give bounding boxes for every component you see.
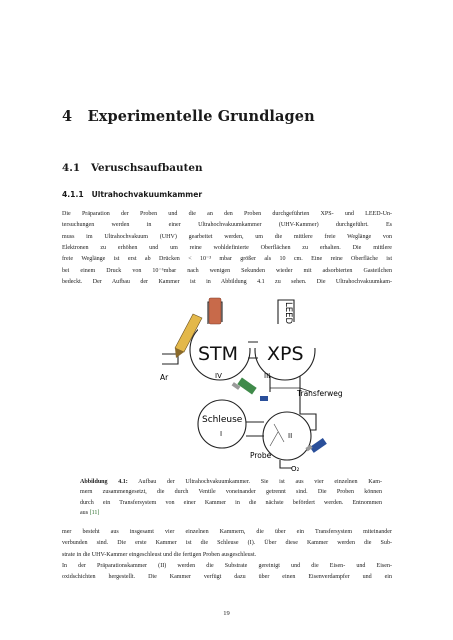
text-line: In der Präparationskammer (II) werden die Substrate gereinigt und die Eisen- und Eisen- bbox=[62, 563, 392, 570]
caption-text: Aufbau der Ultrahochvakuumkammer. Sie ist aus vier einzelnen Kam- bbox=[127, 479, 382, 485]
subsection-number: 4.1.1 bbox=[62, 190, 84, 199]
chapter-title-text: Experimentelle Grundlagen bbox=[87, 108, 315, 125]
text-line: bedeckt. Der Aufbau der Kammer ist in Abbildung 4.1 zu sehen. Die Ultrahochvakuumkam- bbox=[62, 279, 392, 286]
label-xps: XPS bbox=[267, 343, 304, 365]
caption-text: aus bbox=[80, 510, 90, 517]
label-o2: O₂ bbox=[291, 465, 300, 473]
subsection-title-text: Ultrahochvakuumkammer bbox=[91, 190, 203, 199]
caption-line: durch ein Transfersystem von einer Kammer in die nächste befördert werden. Entnommen bbox=[80, 499, 382, 506]
caption-line bbox=[80, 477, 382, 487]
figure-caption bbox=[80, 477, 382, 519]
label-iii: III bbox=[264, 372, 271, 380]
section-number: 4.1 bbox=[62, 162, 81, 174]
uhv-chamber-diagram bbox=[140, 296, 343, 473]
caption-line bbox=[80, 508, 382, 518]
valve-blue-icon bbox=[260, 396, 268, 401]
text-line: bei einem Druck von 10⁻⁶mbar nach wenigen Sekunden wieder mit adsorbierten Gasteilchen bbox=[62, 267, 392, 274]
chapter-number: 4 bbox=[62, 108, 73, 125]
text-line: muss im Ultrahochvakuum (UHV) gearbeitet werden, um die mittlere freie Weglänge von bbox=[62, 233, 392, 240]
label-iv: IV bbox=[215, 372, 222, 380]
paragraph-intro bbox=[62, 209, 392, 288]
text-line: verbunden sind. Die erste Kammer ist die Schleuse (I). Über diese Kammer werden die Sub- bbox=[62, 540, 392, 547]
valve-green-icon bbox=[232, 378, 257, 395]
subsection-title bbox=[62, 190, 202, 199]
label-i: I bbox=[220, 430, 223, 438]
label-stm: STM bbox=[198, 343, 239, 365]
caption-label: Abbildung 4.1: bbox=[80, 479, 128, 485]
figure-uhv-chamber bbox=[140, 296, 343, 476]
label-probe: Probe bbox=[250, 451, 272, 460]
section-title bbox=[62, 162, 203, 174]
caption-line: mern zusammengesetzt, die durch Ventile voneinander getrennt sind. Die Proben können bbox=[80, 489, 382, 496]
citation-link[interactable]: [11] bbox=[89, 510, 100, 517]
text-line: oxidschichten hergestellt. Die Kammer verfügt dazu über einen Eisenverdampfer und ein bbox=[62, 574, 392, 581]
label-schleuse: Schleuse bbox=[202, 415, 243, 425]
text-line: Die Präparation der Proben und die an den Proben durchgeführten XPS- und LEED-Un- bbox=[62, 211, 392, 217]
label-transferweg: Transferweg bbox=[297, 389, 343, 398]
chapter-title bbox=[62, 108, 315, 125]
text-line: Elektronen zu erhöhen und um reine wohldefinierte Oberflächen zu erhalten. Die mittlere bbox=[62, 245, 392, 252]
text-line: tersuchungen werden in einer Ultrahochvakuumkammer (UHV-Kammer) durchgeführt. Es bbox=[62, 222, 392, 229]
text-line: strate in die UHV-Kammer eingeschleust und die fertigen Proben ausgeschleust. bbox=[62, 551, 257, 558]
text-line: freie Weglänge ist erst ab Drücken < 10⁻³ mbar größer als 10 cm. Eine reine Oberfläche ist bbox=[62, 256, 392, 263]
section-title-text: Veruschsaufbauten bbox=[90, 162, 203, 174]
page-number: 19 bbox=[223, 610, 230, 617]
label-ii: II bbox=[288, 432, 293, 440]
paragraph-continuation bbox=[62, 527, 392, 584]
text-line: mer besteht aus insgesamt vier einzelnen Kammern, die über ein Transfersystem miteinander bbox=[62, 529, 392, 535]
label-leed: LEED bbox=[283, 302, 293, 325]
label-ar: Ar bbox=[160, 373, 169, 382]
